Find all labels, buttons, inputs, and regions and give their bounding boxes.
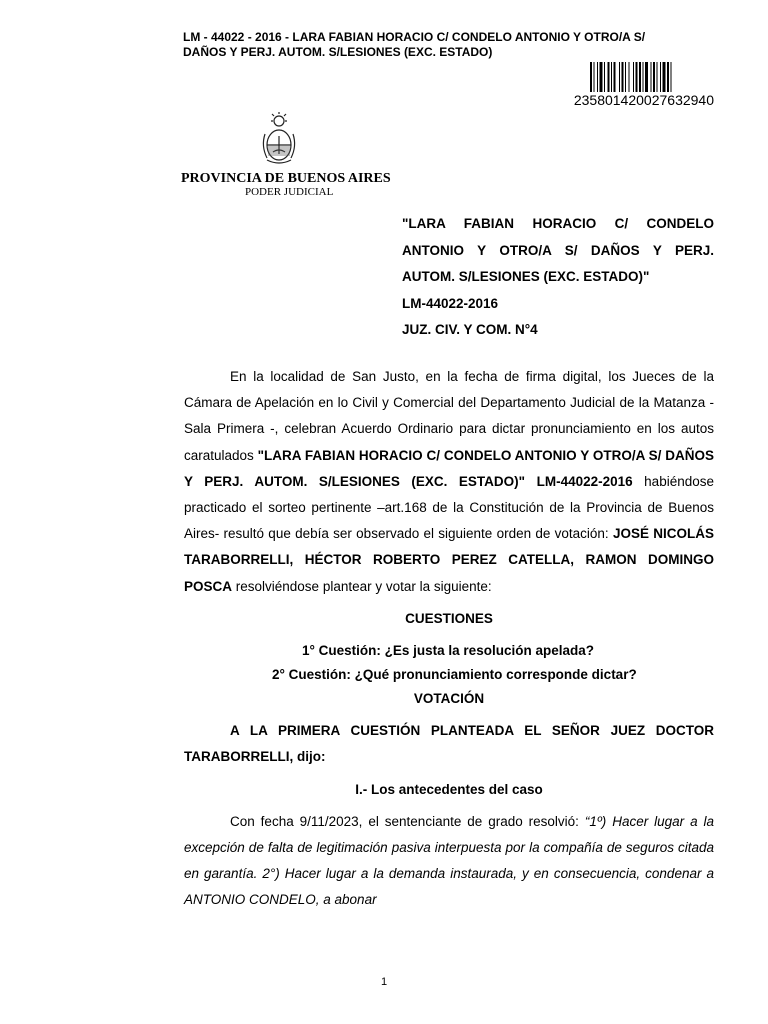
votacion-heading: VOTACIÓN [413, 691, 485, 707]
organization-name: PROVINCIA DE BUENOS AIRES [181, 171, 391, 186]
intro-judges: JOSÉ NICOLÁS TARABORRELLI, HÉCTOR ROBERTO PEREZ CATELLA, RAMON DOMINGO POSCA [184, 526, 714, 594]
case-title-line-3: AUTOM. S/LESIONES (EXC. ESTADO)" [402, 269, 650, 284]
antecedentes-paragraph [184, 809, 714, 914]
case-caption-header [183, 30, 703, 60]
antecedentes-text: Con fecha 9/11/2023, el sentenciante de grado resolvió: [230, 813, 585, 829]
barcode-number: 235801420027632940 [573, 92, 714, 108]
intro-text-3: resolviéndose plantear y votar la siguiente: [232, 578, 492, 594]
court-name: JUZ. CIV. Y COM. N°4 [402, 322, 538, 337]
case-number: LM-44022-2016 [402, 295, 499, 311]
cuestiones-heading: CUESTIONES [405, 610, 493, 626]
intro-paragraph [184, 364, 714, 600]
intro-text-1: En la localidad de San Justo, en la fecha de firma digital, los Jueces de la Cámara de Apelación en lo Civil y Comercial del Departamento Judicial de la Matanza - Sala Primera -, celebran Acuerdo Ordinario para dictar pronunciamiento en los autos caratulados [184, 369, 714, 463]
case-caption-line-1: LM - 44022 - 2016 - LARA FABIAN HORACIO C/ CONDELO ANTONIO Y OTRO/A S/ [183, 30, 646, 44]
case-caption-line-2: DAÑOS Y PERJ. AUTOM. S/LESIONES (EXC. ESTADO) [183, 45, 493, 59]
primera-cuestion-heading: A LA PRIMERA CUESTIÓN PLANTEADA EL SEÑOR JUEZ DOCTOR TARABORRELLI, dijo: [184, 723, 714, 765]
coat-of-arms-icon [259, 112, 299, 168]
intro-case-title: "LARA FABIAN HORACIO C/ CONDELO ANTONIO Y OTRO/A S/ DAÑOS Y PERJ. AUTOM. S/LESIONES (EXC. ESTADO)" LM-44022-2016 [184, 447, 714, 489]
case-title-line-1: "LARA FABIAN HORACIO C/ CONDELO [402, 216, 714, 231]
antecedentes-quote: “1º) Hacer lugar a la excepción de falta de legitimación pasiva interpuesta por la compañía de seguros citada en garantía. 2°) Hacer lugar a la demanda instaurada, y en consecuencia, condenar a ANTONIO CONDELO, a abonar [184, 813, 714, 908]
organization-subtitle: PODER JUDICIAL [245, 186, 334, 198]
section-heading-antecedentes: I.- Los antecedentes del caso [355, 781, 543, 797]
question-1: 1° Cuestión: ¿Es justa la resolución apelada? [302, 643, 594, 659]
intro-text-2: habiéndose practicado el sorteo pertinente –art.168 de la Constitución de la Provincia de Buenos Aires- resultó que debía ser observado el siguiente orden de votación: [184, 473, 714, 542]
page-number: 1 [380, 976, 388, 988]
case-title-line-2: ANTONIO Y OTRO/A S/ DAÑOS Y PERJ. [402, 242, 714, 258]
barcode [590, 62, 714, 92]
document-body [184, 364, 714, 914]
question-2: 2° Cuestión: ¿Qué pronunciamiento corresponde dictar? [272, 667, 637, 683]
case-title-block [402, 211, 714, 344]
